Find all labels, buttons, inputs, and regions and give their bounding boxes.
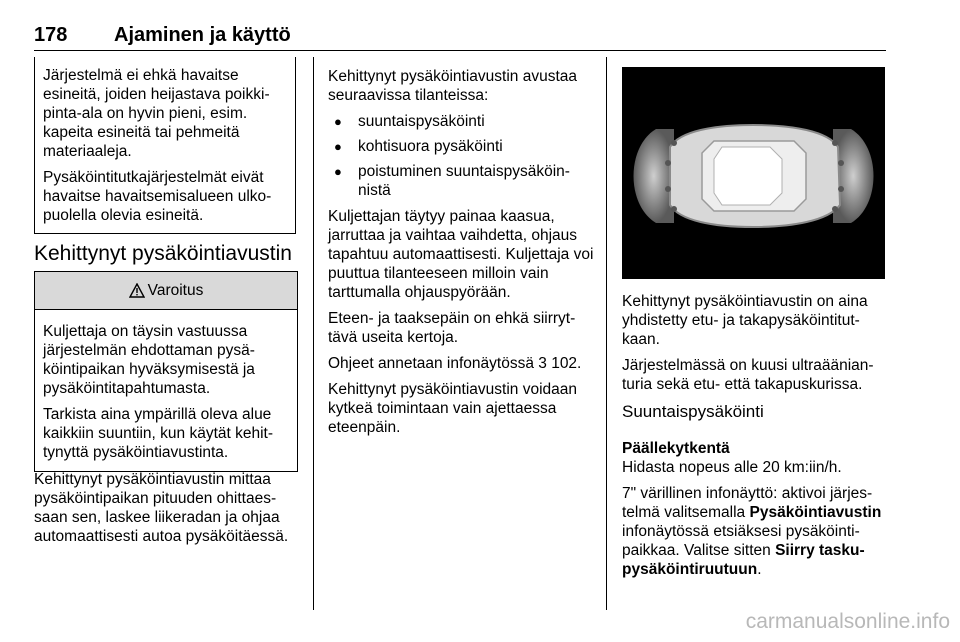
menu-item-siirry-tasku: Siirry tasku‐pysäköintiruutuun bbox=[622, 542, 865, 578]
col3-paragraph-3: Hidasta nopeus alle 20 km:iin/h. bbox=[622, 459, 842, 476]
chapter-title: Ajaminen ja käyttö bbox=[114, 24, 291, 46]
bullet-item: ● poistuminen suuntaispysäköin‐nistä bbox=[328, 162, 596, 200]
col1-paragraph: Kehittynyt pysäköintiavustin mittaa pysäköintipaikan pituuden ohittaes‐saan sen, laskee liikeradan ja ohjaa automaattisesti autoa pysäköitäessä. bbox=[34, 471, 289, 545]
note-paragraph-2: Pysäköintitutkajärjestelmät eivät havaitse havaitsemisalueen ulko‐puolella olevia esineitä. bbox=[43, 169, 272, 224]
watermark: carmanualsonline.info bbox=[745, 610, 950, 633]
page-reference-link[interactable]: 3 102. bbox=[538, 355, 582, 372]
note-box bbox=[34, 57, 296, 234]
warning-paragraph-1: Kuljettaja on täysin vastuussa järjestelmän ehdottaman pysä‐köintipaikan hyväksymisestä ja pysäköintitapahtumasta. bbox=[43, 323, 255, 397]
subsection-title: Suuntaispysäköinti bbox=[622, 402, 764, 421]
menu-item-pysakointiavustin: Pysäköintiavustin bbox=[749, 504, 882, 521]
bullet-list bbox=[328, 112, 596, 200]
warning-header bbox=[35, 272, 297, 310]
column-divider-2 bbox=[606, 57, 607, 610]
column-2 bbox=[328, 67, 596, 444]
warning-paragraph-2: Tarkista aina ympärillä oleva alue kaikkiin suuntiin, kun käytät kehit‐tynyttä pysäköintiavustinta. bbox=[43, 406, 274, 461]
column-3 bbox=[622, 292, 888, 586]
col2-paragraph-3-text: Ohjeet annetaan infonäytössä bbox=[328, 355, 539, 372]
note-paragraph-1: Järjestelmä ei ehkä havaitse esineitä, joiden heijastava poikki‐pinta-ala on hyvin pieni, esim. kapeita esineitä tai pehmeitä materiaaleja. bbox=[43, 67, 270, 160]
col3-paragraph-1: Kehittynyt pysäköintiavustin on aina yhdistetty etu- ja takapysäköintitut‐kaan. bbox=[622, 293, 868, 348]
col3-paragraph-4 bbox=[622, 484, 888, 579]
col3-p4-c: infonäytössä etsiäksesi pysäköinti‐paikkaa. Valitse sitten bbox=[622, 523, 860, 559]
bold-heading: Päällekytkentä bbox=[622, 440, 730, 457]
bullet-item: ● suuntaispysäköinti bbox=[328, 112, 596, 131]
col2-paragraph-3 bbox=[328, 354, 596, 373]
col2-intro: Kehittynyt pysäköintiavustin avustaa seuraavissa tilanteissa: bbox=[328, 68, 577, 104]
parking-sensor-figure bbox=[622, 67, 885, 279]
section-title: Kehittynyt pysäköintiavustin bbox=[34, 242, 292, 265]
col2-paragraph-1: Kuljettajan täytyy painaa kaasua, jarruttaa ja vaihtaa vaihdetta, ohjaus tapahtuu automaattisesti. Kuljettaja voi puuttua tilanteeseen milloin vain tarttumalla ohjauspyörään. bbox=[328, 208, 594, 301]
col3-p4-e: . bbox=[757, 561, 762, 578]
car-sensor-illustration bbox=[622, 67, 885, 279]
warning-body bbox=[35, 310, 297, 471]
column-1-text bbox=[34, 470, 304, 553]
bullet-item: ● kohtisuora pysäköinti bbox=[328, 137, 596, 156]
warning-icon bbox=[129, 283, 145, 298]
col2-paragraph-4: Kehittynyt pysäköintiavustin voidaan kytkeä toimintaan vain ajettaessa eteenpäin. bbox=[328, 381, 578, 436]
col2-paragraph-2: Eteen- ja taaksepäin on ehkä siirryt‐tävä useita kertoja. bbox=[328, 310, 576, 346]
page-number: 178 bbox=[34, 24, 68, 46]
warning-box bbox=[34, 271, 298, 472]
page-header bbox=[34, 24, 886, 51]
col3-paragraph-2: Järjestelmässä on kuusi ultraäänian‐turia sekä etu- että takapuskurissa. bbox=[622, 357, 874, 393]
col3-p4-a: 7" värillinen infonäyttö: aktivoi järjes‐telmä valitsemalla bbox=[622, 485, 873, 521]
warning-title: Varoitus bbox=[147, 281, 204, 299]
column-divider-1 bbox=[313, 57, 314, 610]
